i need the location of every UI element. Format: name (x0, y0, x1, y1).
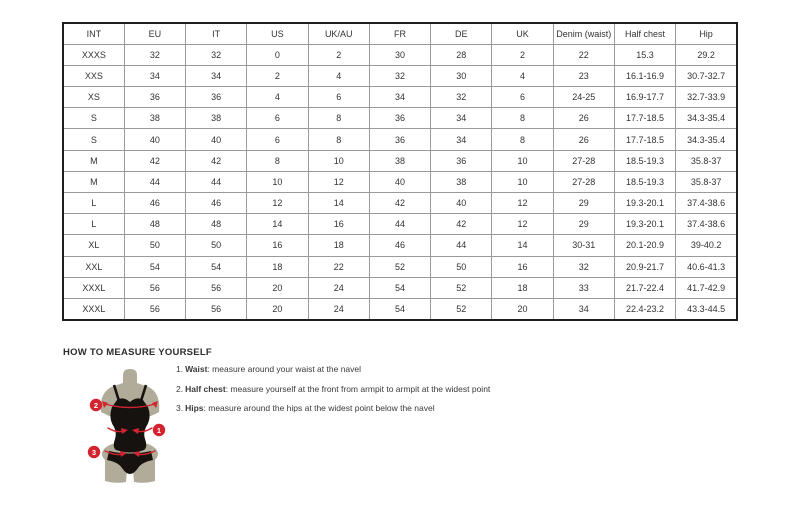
table-cell: 2 (247, 65, 308, 86)
table-row (63, 44, 737, 65)
table-cell: 8 (492, 108, 553, 129)
measurement-figure (78, 368, 182, 485)
table-cell: 12 (492, 214, 553, 235)
badge-waist-number: 1 (156, 426, 162, 435)
measure-step-half-chest (176, 384, 490, 395)
size-chart-header (63, 23, 737, 44)
table-cell: 32 (186, 44, 247, 65)
table-cell: 35.8-37 (676, 171, 737, 192)
column-header: UK (492, 23, 553, 44)
table-cell: 42 (431, 214, 492, 235)
table-cell: 28 (431, 44, 492, 65)
table-cell: 8 (308, 129, 369, 150)
badge-half-chest-number: 2 (93, 401, 99, 410)
table-row (63, 235, 737, 256)
table-cell: 10 (308, 150, 369, 171)
table-cell: 46 (124, 193, 185, 214)
table-cell: XXS (63, 65, 124, 86)
column-header: Half chest (614, 23, 675, 44)
table-cell: 23 (553, 65, 614, 86)
table-row (63, 65, 737, 86)
table-cell: 20.9-21.7 (614, 256, 675, 277)
table-cell: 18 (308, 235, 369, 256)
table-cell: 56 (124, 298, 185, 319)
step-number: 3. (176, 403, 184, 413)
table-cell: 44 (124, 171, 185, 192)
step-label: Waist (185, 364, 208, 374)
step-label: Half chest (185, 383, 226, 394)
table-cell: 52 (431, 277, 492, 298)
table-cell: S (63, 129, 124, 150)
table-cell: 40 (186, 129, 247, 150)
table-cell: 29.2 (676, 44, 737, 65)
table-row (63, 150, 737, 171)
table-cell: 36 (124, 87, 185, 108)
measure-steps-list (176, 364, 490, 423)
table-cell: 30 (431, 65, 492, 86)
table-cell: 30 (369, 44, 430, 65)
table-cell: 22.4-23.2 (614, 298, 675, 319)
table-cell: 10 (492, 150, 553, 171)
table-cell: 32 (124, 44, 185, 65)
header-row (63, 23, 737, 44)
table-cell: 50 (431, 256, 492, 277)
table-cell: 50 (124, 235, 185, 256)
table-cell: 4 (492, 65, 553, 86)
table-cell: 36 (369, 129, 430, 150)
column-header: UK/AU (308, 23, 369, 44)
measure-step-hips (176, 403, 490, 414)
table-cell: 37.4-38.6 (676, 193, 737, 214)
table-cell: 27-28 (553, 171, 614, 192)
table-cell: 17.7-18.5 (614, 129, 675, 150)
table-cell: 16 (308, 214, 369, 235)
table-cell: 17.7-18.5 (614, 108, 675, 129)
table-cell: 32.7-33.9 (676, 87, 737, 108)
table-cell: XXXS (63, 44, 124, 65)
column-header: INT (63, 23, 124, 44)
table-cell: 56 (124, 277, 185, 298)
table-cell: 40 (369, 171, 430, 192)
table-cell: 32 (431, 87, 492, 108)
table-cell: 50 (186, 235, 247, 256)
table-cell: 54 (186, 256, 247, 277)
table-cell: 30-31 (553, 235, 614, 256)
table-cell: 32 (553, 256, 614, 277)
table-cell: 36 (431, 150, 492, 171)
table-cell: 44 (431, 235, 492, 256)
table-cell: XXXL (63, 298, 124, 319)
table-cell: 46 (186, 193, 247, 214)
size-chart-table (62, 22, 738, 321)
table-row (63, 298, 737, 319)
table-cell: 38 (431, 171, 492, 192)
table-row (63, 87, 737, 108)
table-cell: 19.3-20.1 (614, 214, 675, 235)
table-cell: 10 (247, 171, 308, 192)
table-cell: 22 (553, 44, 614, 65)
table-cell: 4 (247, 87, 308, 108)
table-cell: 46 (369, 235, 430, 256)
table-row (63, 193, 737, 214)
column-header: IT (186, 23, 247, 44)
table-cell: 48 (186, 214, 247, 235)
table-cell: 14 (308, 193, 369, 214)
table-cell: 14 (492, 235, 553, 256)
step-number: 1. (176, 364, 184, 374)
table-cell: 26 (553, 129, 614, 150)
table-cell: 24 (308, 277, 369, 298)
size-chart-body (63, 44, 737, 319)
table-row (63, 277, 737, 298)
table-cell: 33 (553, 277, 614, 298)
table-cell: 12 (247, 193, 308, 214)
table-cell: 30.7-32.7 (676, 65, 737, 86)
table-cell: 35.8-37 (676, 150, 737, 171)
table-cell: XXL (63, 256, 124, 277)
table-row (63, 129, 737, 150)
table-cell: 16 (492, 256, 553, 277)
table-cell: 36 (186, 87, 247, 108)
table-cell: 56 (186, 298, 247, 319)
column-header: EU (124, 23, 185, 44)
column-header: Denim (waist) (553, 23, 614, 44)
table-cell: 15.3 (614, 44, 675, 65)
table-cell: 54 (369, 298, 430, 319)
table-cell: 0 (247, 44, 308, 65)
table-cell: 34.3-35.4 (676, 129, 737, 150)
table-cell: 44 (186, 171, 247, 192)
column-header: US (247, 23, 308, 44)
table-cell: 22 (308, 256, 369, 277)
table-cell: 6 (492, 87, 553, 108)
table-cell: 38 (124, 108, 185, 129)
column-header: FR (369, 23, 430, 44)
table-cell: 36 (369, 108, 430, 129)
table-row (63, 108, 737, 129)
table-cell: 48 (124, 214, 185, 235)
table-cell: 20 (247, 298, 308, 319)
table-cell: 52 (369, 256, 430, 277)
table-cell: 54 (124, 256, 185, 277)
table-cell: 34 (186, 65, 247, 86)
table-cell: 29 (553, 193, 614, 214)
how-to-measure-title: HOW TO MEASURE YOURSELF (63, 347, 212, 358)
table-cell: 27-28 (553, 150, 614, 171)
table-cell: 2 (308, 44, 369, 65)
table-cell: 8 (247, 150, 308, 171)
table-cell: 20 (247, 277, 308, 298)
table-cell: 6 (247, 129, 308, 150)
table-cell: 26 (553, 108, 614, 129)
table-cell: L (63, 214, 124, 235)
step-text: : measure around your waist at the navel (207, 364, 362, 374)
column-header: DE (431, 23, 492, 44)
table-cell: M (63, 171, 124, 192)
table-cell: 16 (247, 235, 308, 256)
table-cell: 20.1-20.9 (614, 235, 675, 256)
table-cell: 12 (308, 171, 369, 192)
table-cell: 29 (553, 214, 614, 235)
table-cell: 6 (247, 108, 308, 129)
column-header: Hip (676, 23, 737, 44)
step-number: 2. (176, 383, 184, 394)
table-cell: 39-40.2 (676, 235, 737, 256)
table-cell: 40 (124, 129, 185, 150)
table-cell: 38 (186, 108, 247, 129)
table-cell: XS (63, 87, 124, 108)
table-cell: 16.1-16.9 (614, 65, 675, 86)
table-cell: 42 (369, 193, 430, 214)
table-cell: 52 (431, 298, 492, 319)
table-cell: 34 (124, 65, 185, 86)
table-cell: 18 (492, 277, 553, 298)
table-cell: 41.7-42.9 (676, 277, 737, 298)
table-cell: 21.7-22.4 (614, 277, 675, 298)
table-cell: 40.6-41.3 (676, 256, 737, 277)
table-cell: 34 (431, 108, 492, 129)
table-cell: L (63, 193, 124, 214)
table-cell: 2 (492, 44, 553, 65)
step-label: Hips (185, 403, 204, 413)
table-cell: 8 (308, 108, 369, 129)
measure-step-waist (176, 364, 490, 375)
table-cell: 38 (369, 150, 430, 171)
table-cell: 42 (124, 150, 185, 171)
table-cell: 34 (369, 87, 430, 108)
table-cell: 4 (308, 65, 369, 86)
table-row (63, 214, 737, 235)
table-cell: 43.3-44.5 (676, 298, 737, 319)
table-cell: 42 (186, 150, 247, 171)
table-cell: S (63, 108, 124, 129)
table-cell: M (63, 150, 124, 171)
table-cell: 34 (553, 298, 614, 319)
table-cell: 24-25 (553, 87, 614, 108)
table-cell: 24 (308, 298, 369, 319)
badge-hips-number: 3 (91, 448, 97, 457)
table-cell: 40 (431, 193, 492, 214)
table-row (63, 256, 737, 277)
table-cell: 44 (369, 214, 430, 235)
table-cell: 8 (492, 129, 553, 150)
table-cell: XL (63, 235, 124, 256)
table-cell: 14 (247, 214, 308, 235)
table-cell: XXXL (63, 277, 124, 298)
table-row (63, 171, 737, 192)
table-cell: 18.5-19.3 (614, 171, 675, 192)
table-cell: 19.3-20.1 (614, 193, 675, 214)
table-cell: 34.3-35.4 (676, 108, 737, 129)
table-cell: 16.9-17.7 (614, 87, 675, 108)
table-cell: 56 (186, 277, 247, 298)
table-cell: 10 (492, 171, 553, 192)
table-cell: 12 (492, 193, 553, 214)
table-cell: 34 (431, 129, 492, 150)
table-cell: 18 (247, 256, 308, 277)
step-text: : measure around the hips at the widest point below the navel (203, 403, 435, 413)
table-cell: 6 (308, 87, 369, 108)
table-cell: 37.4-38.6 (676, 214, 737, 235)
table-cell: 18.5-19.3 (614, 150, 675, 171)
table-cell: 20 (492, 298, 553, 319)
step-text: : measure yourself at the front from armpit to armpit at the widest point (225, 383, 491, 394)
table-cell: 54 (369, 277, 430, 298)
table-cell: 32 (369, 65, 430, 86)
